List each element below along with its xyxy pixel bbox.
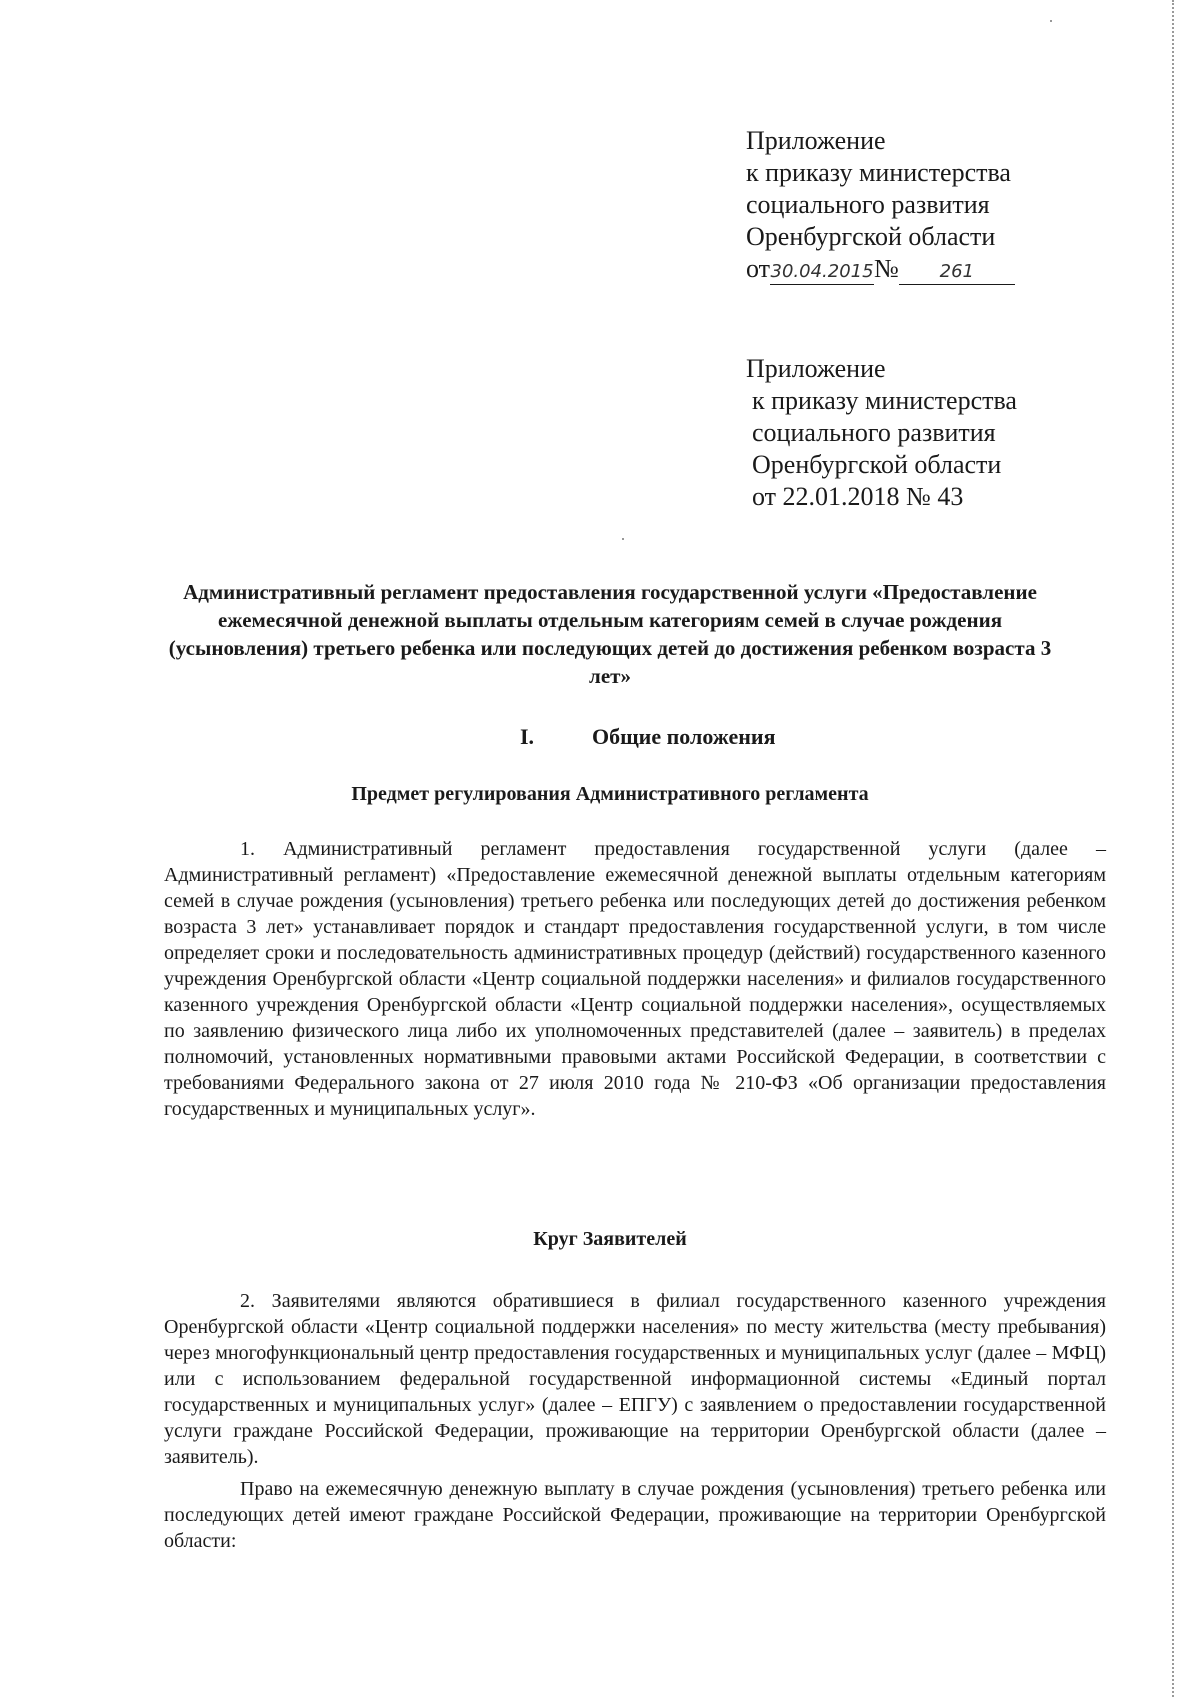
scan-speck [1050,20,1052,22]
number-sign: № [874,254,899,283]
appendix-line: к приказу министерства [752,386,1017,415]
appendix-line: социального развития [746,190,990,219]
document-title: Административный регламент предоставления государственной услуги «Предоставление ежемесячной денежной выплаты отдельным категориям семей в случае рождения (усыновления) третьего ребенка или последующих детей до достижения ребенком возраста 3 лет» [168,580,1052,688]
handwritten-date: 30.04.2015 [770,260,874,285]
scan-speck [622,538,624,540]
handwritten-number: 261 [899,260,1015,285]
section-title: Общие положения [592,724,776,749]
scan-edge-divider [1172,0,1174,1697]
paragraph-3: Право на ежемесячную денежную выплату в случае рождения (усыновления) третьего ребенка или последующих детей имеют граждане Российской Федерации, проживающие на территории Оренбургской области: [164,1478,1106,1552]
appendix-line: Приложение [746,354,886,383]
appendix-line: от 22.01.2018 № 43 [752,482,964,511]
appendix-line: Оренбургской области [752,450,1002,479]
paragraph-2: 2. Заявителями являются обратившиеся в филиал государственного казенного учреждения Оренбургской области «Центр социальной поддержки населения» по месту жительства (месту пребывания) через многофункциональный центр предоставления государственных и муниципальных услуг (далее – МФЦ) или с использованием федеральной государственной информационной системы «Единый портал государственных и муниципальных услуг» (далее – ЕПГУ) с заявлением о предоставлении государственной услуги граждане Российской Федерации, проживающие на территории Оренбургской области (далее – заявитель). [164,1290,1106,1468]
appendix-line: к приказу министерства [746,158,1011,187]
subheading-regulation-subject: Предмет регулирования Административного регламента [351,783,869,805]
date-prefix: от [746,254,771,283]
section-number: I. [520,724,535,749]
subheading-applicants: Круг Заявителей [533,1228,687,1250]
appendix-line: Оренбургской области [746,222,996,251]
appendix-date-line [746,253,1015,285]
paragraph-1: 1. Административный регламент предоставления государственной услуги (далее – Административный регламент) «Предоставление ежемесячной денежной выплаты отдельным категориям семей в случае рождения (усыновления) третьего ребенка или последующих детей до достижения ребенком возраста 3 лет» устанавливает порядок и стандарт предоставления государственной услуги, в том числе определяет сроки и последовательность административных процедур (действий) государственного казенного учреждения Оренбургской области «Центр социальной поддержки населения» и филиалов государственного казенного учреждения Оренбургской области «Центр социальной поддержки населения», осуществляемых по заявлению физического лица либо их уполномоченных представителей (далее – заявитель) в пределах полномочий, установленных нормативными правовыми актами Российской Федерации, в соответствии с требованиями Федерального закона от 27 июля 2010 года № 210-ФЗ «Об организации предоставления государственных и муниципальных услуг». [164,838,1106,1120]
appendix-block-original [746,353,1017,513]
appendix-line: социального развития [752,418,996,447]
appendix-line: Приложение [746,126,886,155]
appendix-block-current [746,125,1015,285]
